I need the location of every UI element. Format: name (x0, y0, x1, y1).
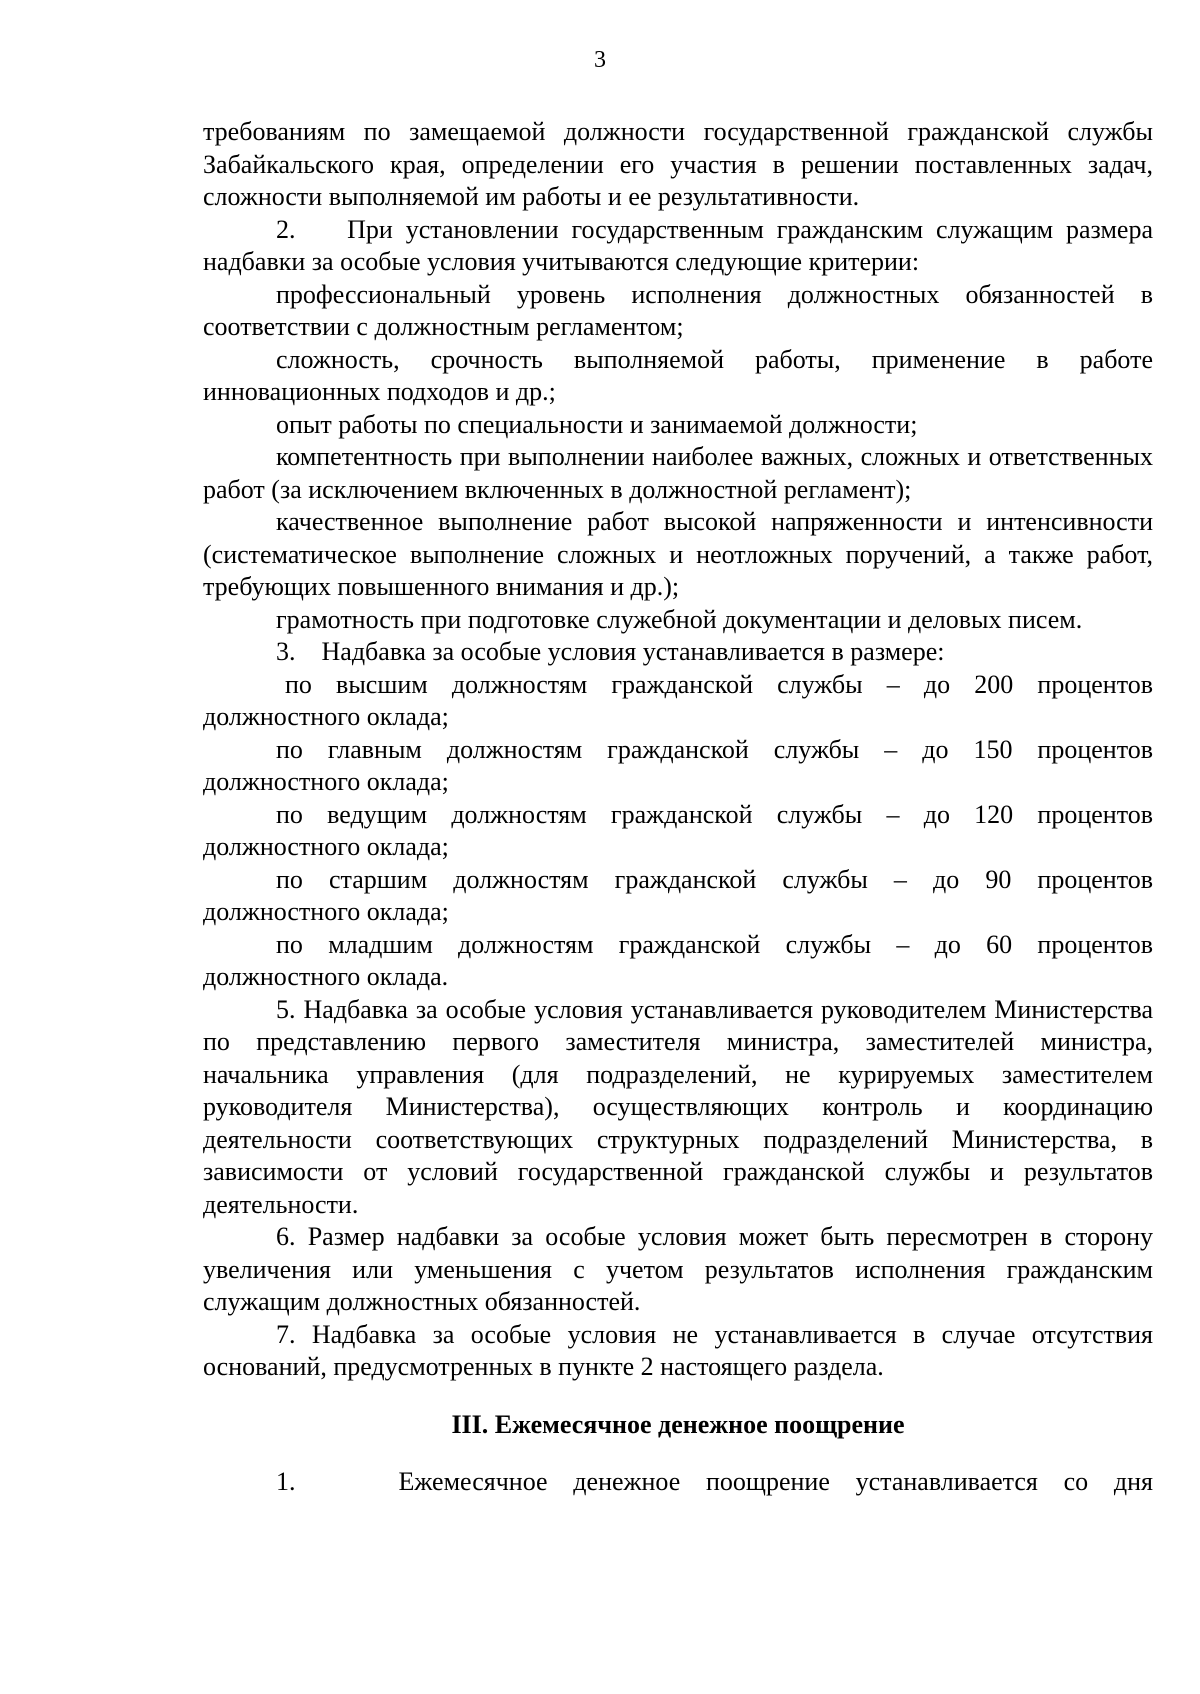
rate-highest-positions: по высшим должностям гражданской службы – до 200 процентов должностного оклада; (203, 669, 1153, 731)
criterion-complexity: сложность, срочность выполняемой работы, применение в работе инновационных подходов и др.; (203, 344, 1153, 406)
criterion-quality: качественное выполнение работ высокой напряженности и интенсивности (систематическое выполнение сложных и неотложных поручений, а также работ, требующих повышенного внимания и др.); (203, 507, 1153, 601)
criterion-literacy: грамотность при подготовке служебной документации и деловых писем. (276, 604, 1083, 634)
paragraph-item-7: 7. Надбавка за особые условия не устанавливается в случае отсутствия оснований, предусмотренных в пункте 2 настоящего раздела. (203, 1319, 1153, 1381)
paragraph-continuation: требованиям по замещаемой должности государственной гражданской службы Забайкальского края, определении его участия в решении поставленных задач, сложности выполняемой им работы и ее результативности. (203, 117, 1153, 211)
document-body (203, 116, 1160, 1499)
section-heading: III. Ежемесячное денежное поощрение (451, 1409, 905, 1439)
paragraph-item-6: 6. Размер надбавки за особые условия может быть пересмотрен в сторону увеличения или уменьшения с учетом результатов исполнения гражданским служащим должностных обязанностей. (203, 1222, 1153, 1316)
paragraph-item-2: 2. При установлении государственным гражданским служащим размера надбавки за особые условия учитываются следующие критерии: (203, 214, 1160, 276)
criterion-experience: опыт работы по специальности и занимаемой должности; (276, 409, 918, 439)
criterion-competence: компетентность при выполнении наиболее важных, сложных и ответственных работ (за исключением включенных в должностной регламент); (203, 442, 1153, 504)
criterion-professional-level: профессиональный уровень исполнения должностных обязанностей в соответствии с должностным регламентом; (203, 279, 1153, 341)
paragraph-item-5: 5. Надбавка за особые условия устанавливается руководителем Министерства по представлению первого заместителя министра, заместителей министра, начальника управления (для подразделений, не курируемых заместителем руководителя Министерства), осуществляющих контроль и координацию деятельности соответствующих структурных подразделений Министерства, в зависимости от условий государственной гражданской службы и результатов деятельности. (203, 994, 1153, 1219)
rate-senior-positions: по старшим должностям гражданской службы – до 90 процентов должностного оклада; (203, 864, 1153, 926)
rate-junior-positions: по младшим должностям гражданской службы – до 60 процентов должностного оклада. (203, 929, 1153, 991)
rate-leading-positions: по ведущим должностям гражданской службы – до 120 процентов должностного оклада; (203, 799, 1153, 861)
rate-chief-positions: по главным должностям гражданской службы – до 150 процентов должностного оклада; (203, 734, 1153, 796)
page-number: 3 (594, 47, 606, 73)
paragraph-item-3: 3. Надбавка за особые условия устанавливается в размере: (276, 637, 945, 666)
paragraph-section3-item-1: 1. Ежемесячное денежное поощрение устанавливается со дня (276, 1467, 1153, 1496)
